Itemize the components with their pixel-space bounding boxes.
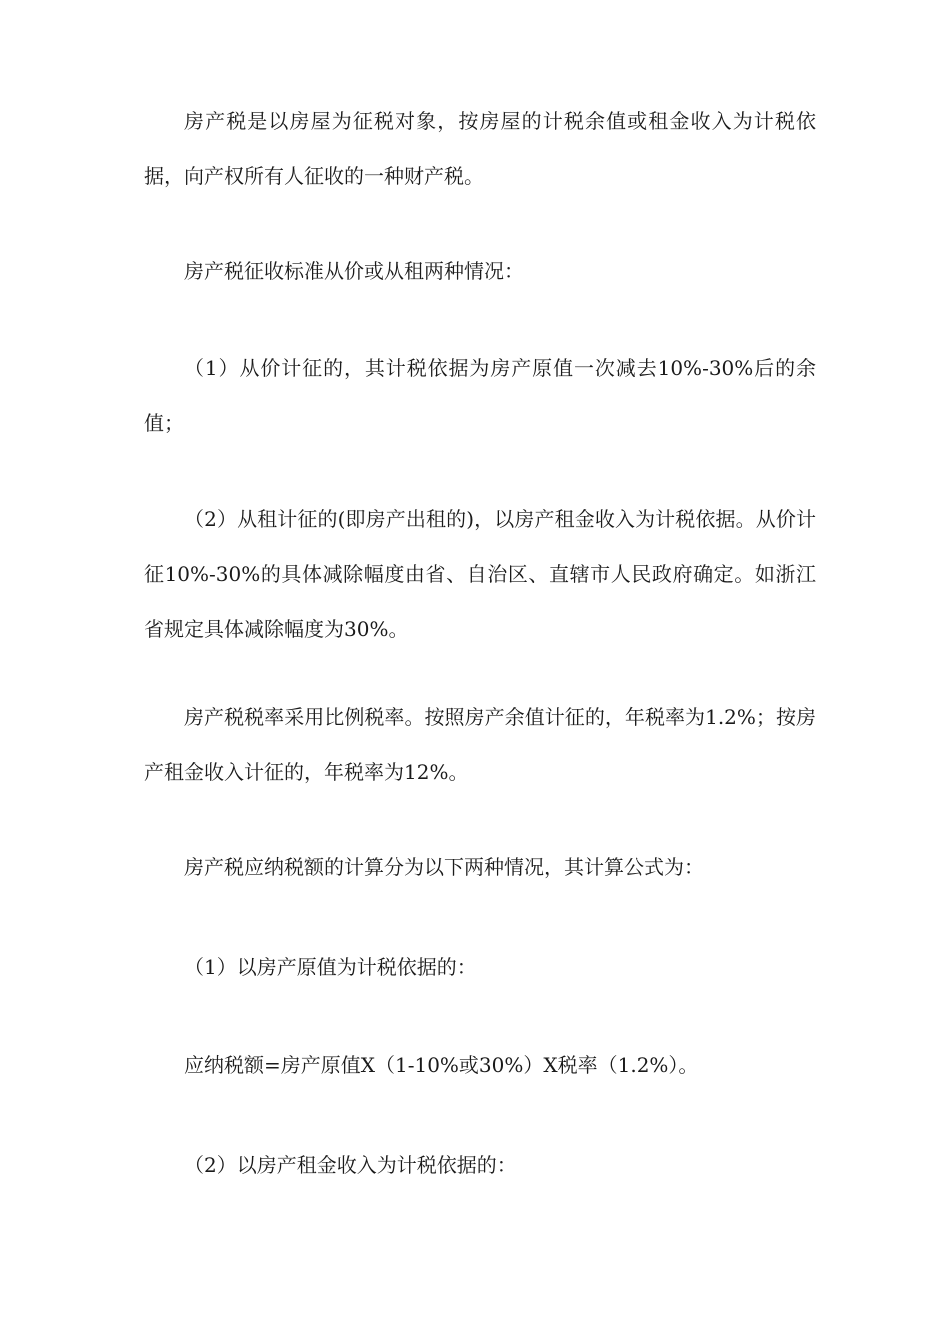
paragraph-definition: 房产税是以房屋为征税对象，按房屋的计税余值或租金收入为计税依据，向产权所有人征收的一种财产税。 bbox=[144, 109, 816, 188]
paragraph-standard: 房产税征收标准从价或从租两种情况： bbox=[184, 259, 524, 283]
paragraph-rental: （2）从租计征的(即房产出租的)，以房产租金收入为计税依据。从价计征10%-30%的具体减除幅度由省、自治区、直辖市人民政府确定。如浙江省规定具体减除幅度为30%。 bbox=[144, 507, 816, 641]
paragraph-original-value-basis: （1）以房产原值为计税依据的： bbox=[184, 955, 477, 979]
paragraph-tax-rate: 房产税税率采用比例税率。按照房产余值计征的，年税率为1.2%；按房产租金收入计征的，年税率为12%。 bbox=[144, 705, 816, 784]
paragraph-calculation: 房产税应纳税额的计算分为以下两种情况，其计算公式为： bbox=[184, 855, 704, 879]
paragraph-rental-income-basis: （2）以房产租金收入为计税依据的： bbox=[184, 1153, 517, 1177]
paragraph-ad-valorem: （1）从价计征的，其计税依据为房产原值一次减去10%-30%后的余值； bbox=[144, 356, 816, 435]
formula-original-value: 应纳税额=房产原值X（1-10%或30%）X税率（1.2%）。 bbox=[184, 1053, 699, 1077]
